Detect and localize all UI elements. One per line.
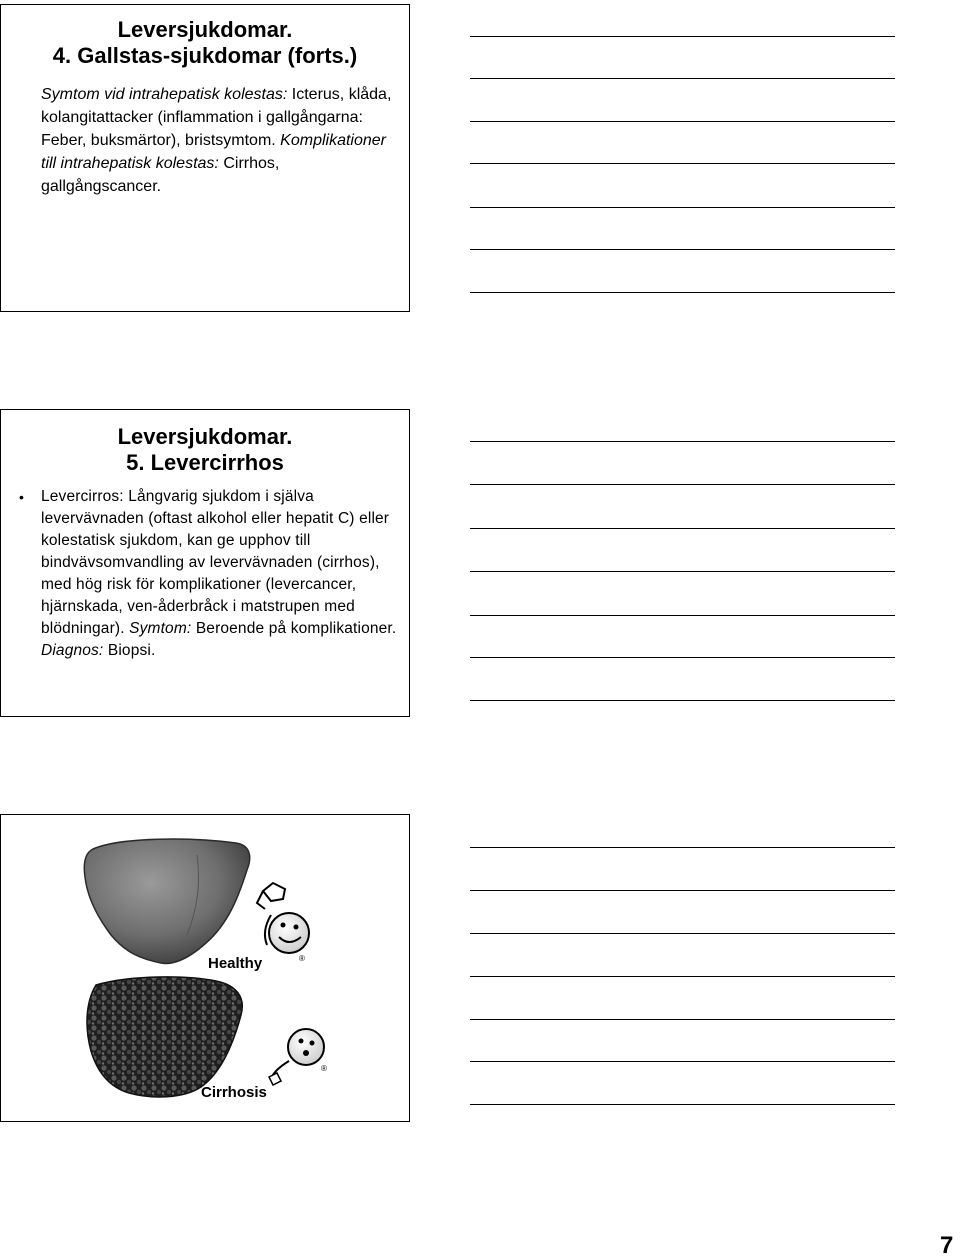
symptom-text: Beroende på komplikationer. bbox=[195, 620, 397, 637]
diagnosis-text: Biopsi. bbox=[107, 642, 156, 659]
symptom-text: Icterus, klåda, kolangitattacker (inflammation i gallgångarna: Feber, buksmärtor), bristsymtom. bbox=[41, 86, 392, 149]
registered-mark-2: ® bbox=[321, 1064, 327, 1073]
cirrhosis-liver bbox=[87, 977, 242, 1097]
complication-label: Komplikationer till intrahepatisk kolestas bbox=[41, 132, 386, 172]
symptom-colon: : bbox=[282, 86, 288, 103]
complication-text: Cirrhos, gallgångscancer. bbox=[41, 155, 280, 195]
slide-2-title bbox=[1, 410, 409, 476]
page-number: 7 bbox=[940, 1232, 954, 1259]
cirrhosis-description: Levercirros: Långvarig sjukdom i själva levervävnaden (oftast alkohol eller hepatit C) eller kolestatisk sjukdom, kan ge upphov till bindvävsomvandling av levervävnaden (cirrhos), med hög risk för komplikationer (levercancer, hjärnskada, ven-åderbråck i matstrupen med blödningar). bbox=[41, 488, 390, 637]
symptom-label: Symtom: bbox=[129, 620, 192, 637]
slide-2-title-line2: 5. Levercirrhos bbox=[126, 450, 284, 475]
liver-comparison-image bbox=[1, 815, 408, 1120]
slide-1-title-line1: Leversjukdomar. bbox=[117, 17, 293, 42]
slide-2 bbox=[0, 409, 410, 717]
sad-mascot-icon bbox=[269, 1029, 324, 1085]
slide-1-title-line2: 4. Gallstas-sjukdomar (forts.) bbox=[52, 43, 358, 68]
registered-mark-1: ® bbox=[299, 954, 305, 963]
happy-mascot-icon bbox=[257, 883, 309, 953]
slide-1-body bbox=[41, 83, 401, 198]
complication-colon: : bbox=[214, 155, 219, 172]
slide-2-body bbox=[1, 486, 409, 662]
slide-2-title-line1: Leversjukdomar. bbox=[117, 424, 293, 449]
bullet: • bbox=[19, 489, 25, 505]
healthy-label: Healthy bbox=[208, 955, 263, 972]
cirrhosis-label: Cirrhosis bbox=[201, 1084, 267, 1101]
slide-3 bbox=[0, 814, 410, 1122]
symptom-label: Symtom vid intrahepatisk kolestas bbox=[41, 86, 283, 103]
diagnosis-label: Diagnos: bbox=[41, 642, 104, 659]
slide-1 bbox=[0, 4, 410, 312]
slide-1-title bbox=[1, 5, 409, 69]
healthy-liver bbox=[84, 839, 249, 963]
